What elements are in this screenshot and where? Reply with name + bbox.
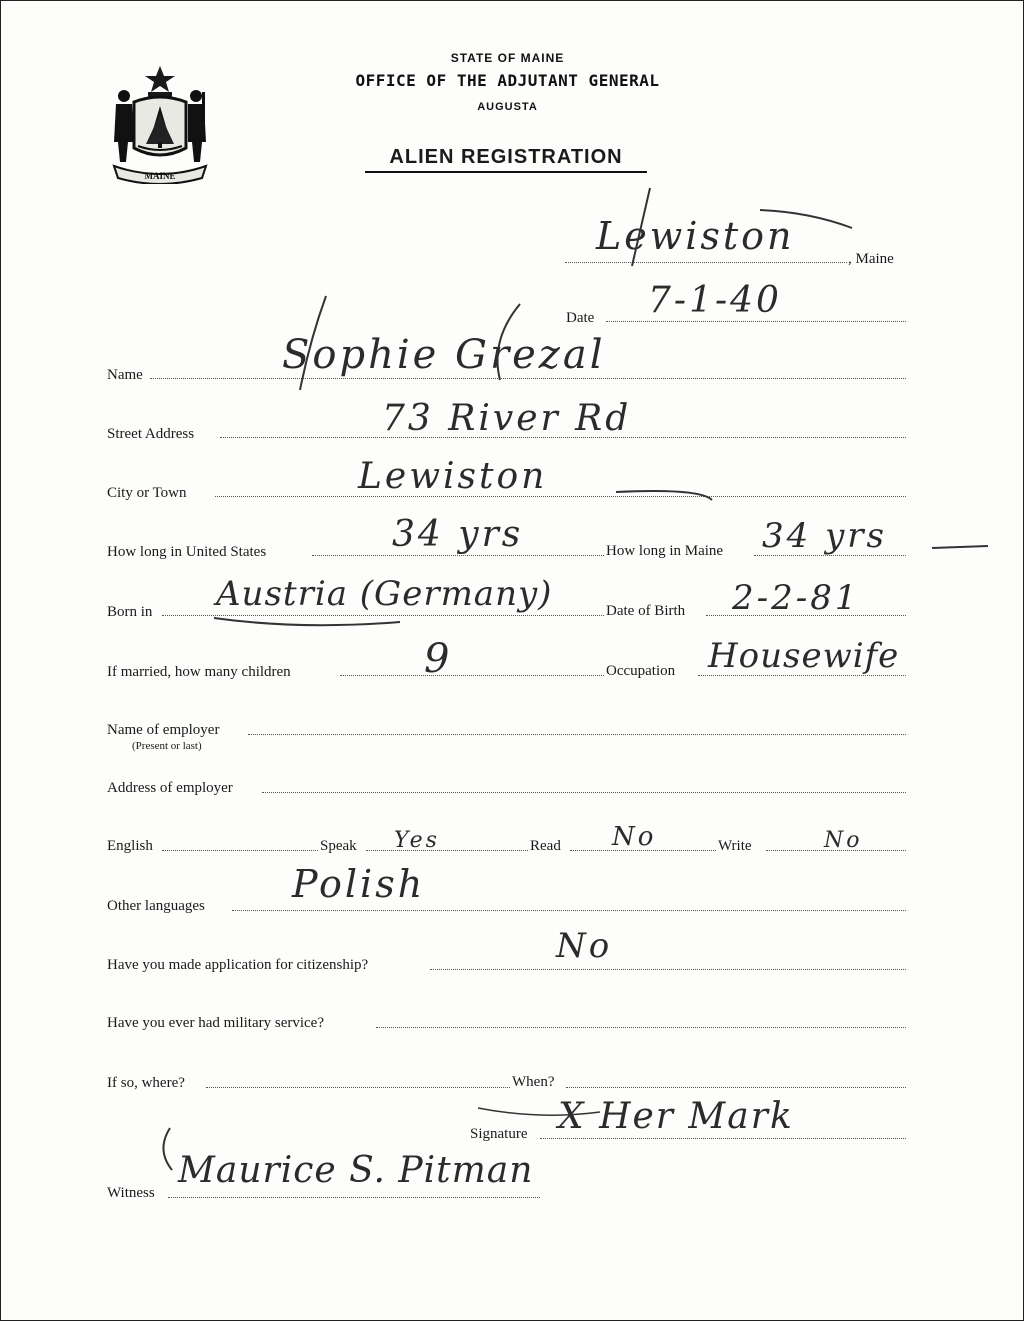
citizenship-label: Have you made application for citizenship?: [107, 957, 369, 973]
city-entry: Lewiston: [358, 456, 548, 497]
children-entry: 9: [424, 636, 453, 682]
occupation-label: Occupation: [606, 663, 676, 679]
other-languages-line: [232, 910, 906, 911]
speak-entry: Yes: [394, 828, 440, 853]
city-heading: AUGUSTA: [477, 101, 538, 113]
state-heading: STATE OF MAINE: [450, 51, 565, 65]
read-label: Read: [530, 838, 561, 854]
where-label: If so, where?: [107, 1075, 185, 1091]
citizenship-entry: No: [556, 926, 613, 966]
signature-line: [540, 1138, 906, 1139]
employer-name-label: Name of employer: [107, 722, 220, 738]
employer-name-line: [248, 734, 906, 735]
english-line: [162, 850, 318, 851]
name-entry: Sophie Grezal: [282, 332, 606, 378]
maine-seal-icon: [108, 62, 212, 184]
signature-entry: X Her Mark: [558, 1096, 794, 1137]
born-in-entry: Austria (Germany): [216, 574, 553, 614]
employer-address-label: Address of employer: [107, 780, 233, 796]
born-in-line: [162, 615, 604, 616]
signature-label: Signature: [470, 1126, 528, 1142]
speak-label: Speak: [320, 838, 357, 854]
date-entry: 7-1-40: [648, 280, 782, 321]
other-languages-label: Other languages: [107, 898, 205, 914]
date-of-birth-label: Date of Birth: [606, 603, 686, 619]
witness-line: [168, 1197, 540, 1198]
street-label: Street Address: [107, 426, 195, 442]
employer-address-line: [262, 792, 906, 793]
where-line: [206, 1087, 510, 1088]
how-long-us-label: How long in United States: [107, 544, 267, 560]
children-label: If married, how many children: [107, 664, 291, 680]
write-label: Write: [718, 838, 752, 854]
citizenship-line: [430, 969, 906, 970]
office-heading: OFFICE OF THE ADJUTANT GENERAL: [355, 71, 660, 90]
town-entry: Lewiston: [596, 214, 795, 258]
form-title: ALIEN REGISTRATION: [365, 146, 647, 173]
when-label: When?: [512, 1074, 555, 1090]
maine-label: , Maine: [848, 251, 894, 267]
witness-label: Witness: [107, 1185, 155, 1201]
witness-entry: Maurice S. Pitman: [178, 1150, 534, 1191]
town-line: [565, 262, 847, 263]
street-entry: 73 River Rd: [382, 398, 632, 439]
city-line: [215, 496, 906, 497]
speak-line: [366, 850, 528, 851]
how-long-maine-entry: 34 yrs: [762, 516, 887, 556]
other-languages-entry: Polish: [292, 862, 426, 906]
date-label: Date: [566, 310, 595, 326]
name-label: Name: [107, 367, 143, 383]
write-entry: No: [824, 828, 863, 853]
read-entry: No: [612, 822, 657, 852]
military-label: Have you ever had military service?: [107, 1015, 324, 1031]
city-label: City or Town: [107, 485, 187, 501]
seal-ribbon-text: MAINE: [144, 171, 176, 181]
how-long-us-line: [312, 555, 604, 556]
date-of-birth-entry: 2-2-81: [732, 578, 860, 618]
how-long-us-entry: 34 yrs: [392, 514, 524, 555]
military-line: [376, 1027, 906, 1028]
born-in-label: Born in: [107, 604, 153, 620]
date-line: [606, 321, 906, 322]
occupation-entry: Housewife: [708, 636, 900, 676]
children-line: [340, 675, 604, 676]
employer-note: (Present or last): [132, 740, 202, 752]
name-line: [150, 378, 906, 379]
when-line: [566, 1087, 906, 1088]
how-long-maine-label: How long in Maine: [606, 543, 724, 559]
english-label: English: [107, 838, 153, 854]
